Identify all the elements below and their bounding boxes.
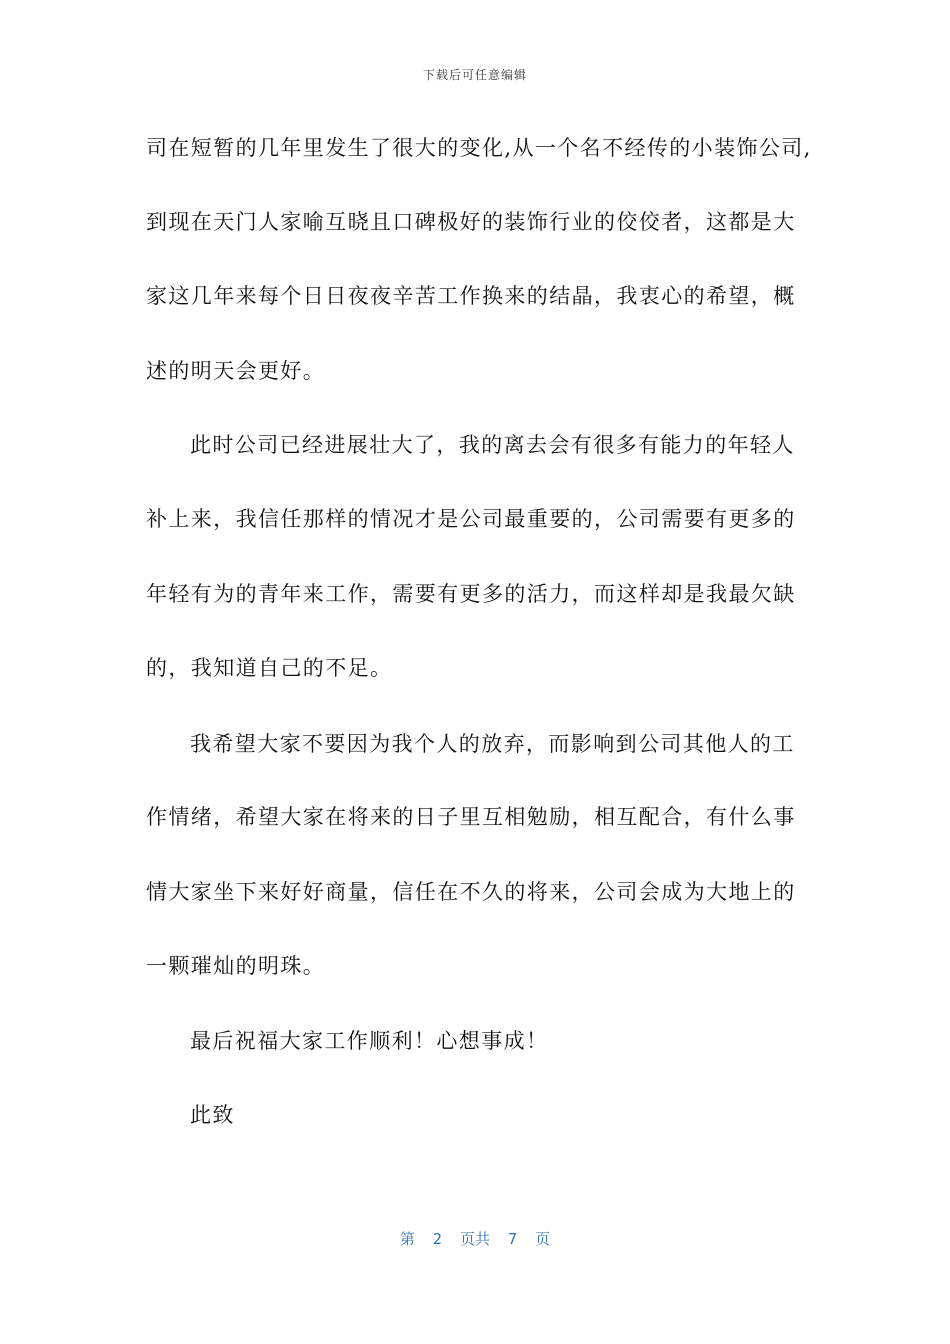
- body-line: 此时公司已经进展壮大了，我的离去会有很多有能力的年轻人: [190, 433, 795, 457]
- page-header: 下载后可任意编辑: [422, 68, 527, 82]
- body-line: 情大家坐下来好好商量，信任在不久的将来，公司会成为大地上的: [146, 880, 796, 904]
- body-line: 述的明天会更好。: [146, 359, 326, 383]
- body-line: 我希望大家不要因为我个人的放弃，而影响到公司其他人的工: [190, 732, 795, 756]
- body-line: 最后祝福大家工作顺利！心想事成！: [190, 1029, 549, 1053]
- body-line: 作情绪，希望大家在将来的日子里互相勉励，相互配合，有什么事: [146, 805, 796, 829]
- body-line: 补上来，我信任那样的情况才是公司最重要的，公司需要有更多的: [146, 507, 796, 531]
- body-line: 年轻有为的青年来工作，需要有更多的活力，而这样却是我最欠缺: [146, 582, 796, 606]
- body-line: 家这几年来每个日日夜夜辛苦工作换来的结晶，我衷心的希望，概: [146, 284, 796, 308]
- body-line: 到现在天门人家喻互晓且口碑极好的装饰行业的佼佼者，这都是大: [146, 210, 796, 234]
- body-line: 的，我知道自己的不足。: [146, 656, 393, 680]
- body-line: 司在短暂的几年里发生了很大的变化,从一个名不经传的小装饰公司,: [146, 136, 812, 160]
- body-line: 一颗璀灿的明珠。: [146, 954, 326, 978]
- body-line: 此致: [190, 1103, 235, 1127]
- page-number-footer: 第 2 页共 7 页: [399, 1230, 551, 1248]
